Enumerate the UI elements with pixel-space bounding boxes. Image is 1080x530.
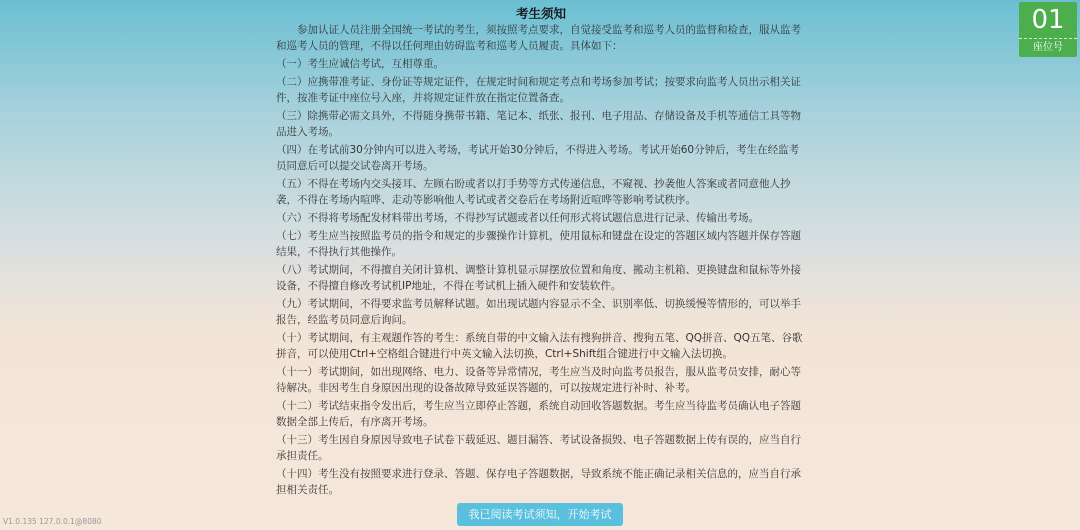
- notice-title: 考生须知: [515, 6, 566, 21]
- version-info: V1.0.135 127.0.0.1@8080: [3, 517, 102, 526]
- rule-item: （五）不得在考场内交头接耳、左顾右盼或者以打手势等方式传递信息，不窥视、抄袭他人答案或者同意他人抄袭，不得在考场内喧哗、走动等影响他人考试或者交卷后在考场附近喧哗等影响考试秩序。: [276, 178, 791, 206]
- rule-item: （六）不得将考场配发材料带出考场，不得抄写试题或者以任何形式将试题信息进行记录、传输出考场。: [276, 212, 759, 224]
- rule-item: （七）考生应当按照监考员的指令和规定的步骤操作计算机，使用鼠标和键盘在设定的答题区域内答题并保存答题结果，不得执行其他操作。: [276, 230, 801, 258]
- rule-item: （九）考试期间，不得要求监考员解释试题。如出现试题内容显示不全、识别率低、切换缓慢等情形的，可以举手报告，经监考员同意后询问。: [276, 298, 801, 326]
- rule-item: （十）考试期间，有主观题作答的考生：系统自带的中文输入法有搜狗拼音、搜狗五笔、QQ拼音、QQ五笔、谷歌拼音，可以使用Ctrl+空格组合键进行中英文输入法切换，Ctrl+Shift组合键进行中文输入法切换。: [276, 332, 803, 360]
- rule-item: （十四）考生没有按照要求进行登录、答题、保存电子答题数据，导致系统不能正确记录相关信息的，应当自行承担相关责任。: [276, 468, 801, 496]
- seat-number-badge: [1019, 2, 1077, 57]
- seat-label: 座位号: [1033, 42, 1063, 53]
- rule-item: （十二）考试结束指令发出后，考生应当立即停止答题，系统自动回收答题数据。考生应当待监考员确认电子答题数据全部上传后，有序离开考场。: [276, 400, 801, 428]
- rule-item: （三）除携带必需文具外，不得随身携带书籍、笔记本、纸张、报刊、电子用品、存储设备及手机等通信工具等物品进入考场。: [276, 110, 801, 138]
- notice-intro: 参加认证人员注册全国统一考试的考生，须按照考点要求，自觉接受监考和巡考人员的监督和检查，服从监考和巡考人员的管理，不得以任何理由妨碍监考和巡考人员履责。具体如下：: [276, 24, 801, 52]
- rule-item: （十一）考试期间，如出现网络、电力、设备等异常情况，考生应当及时向监考员报告，服从监考员安排，耐心等待解决。非因考生自身原因出现的设备故障导致延误答题的，可以按规定进行补时、补考。: [276, 366, 801, 394]
- rule-item: （一）考生应诚信考试，互相尊重。: [276, 58, 444, 70]
- exam-notice: [276, 5, 806, 500]
- rule-item: （二）应携带准考证、身份证等规定证件，在规定时间和规定考点和考场参加考试；按要求向监考人员出示相关证件，按准考证中座位号入座，并将规定证件放在指定位置备查。: [276, 76, 801, 104]
- rule-item: （八）考试期间，不得擅自关闭计算机、调整计算机显示屏摆放位置和角度、搬动主机箱、更换键盘和鼠标等外接设备，不得擅自修改考试机IP地址，不得在考试机上插入硬件和安装软件。: [276, 264, 801, 292]
- seat-number: 01: [1019, 2, 1077, 39]
- rule-item: （四）在考试前30分钟内可以进入考场，考试开始30分钟后，不得进入考场。考试开始60分钟后，考生在经监考员同意后可以提交试卷离开考场。: [276, 144, 800, 172]
- rule-item: （十三）考生因自身原因导致电子试卷下载延迟、题目漏答、考试设备损毁、电子答题数据上传有误的，应当自行承担责任。: [276, 434, 801, 462]
- start-exam-button[interactable]: 我已阅读考试须知，开始考试: [457, 503, 623, 526]
